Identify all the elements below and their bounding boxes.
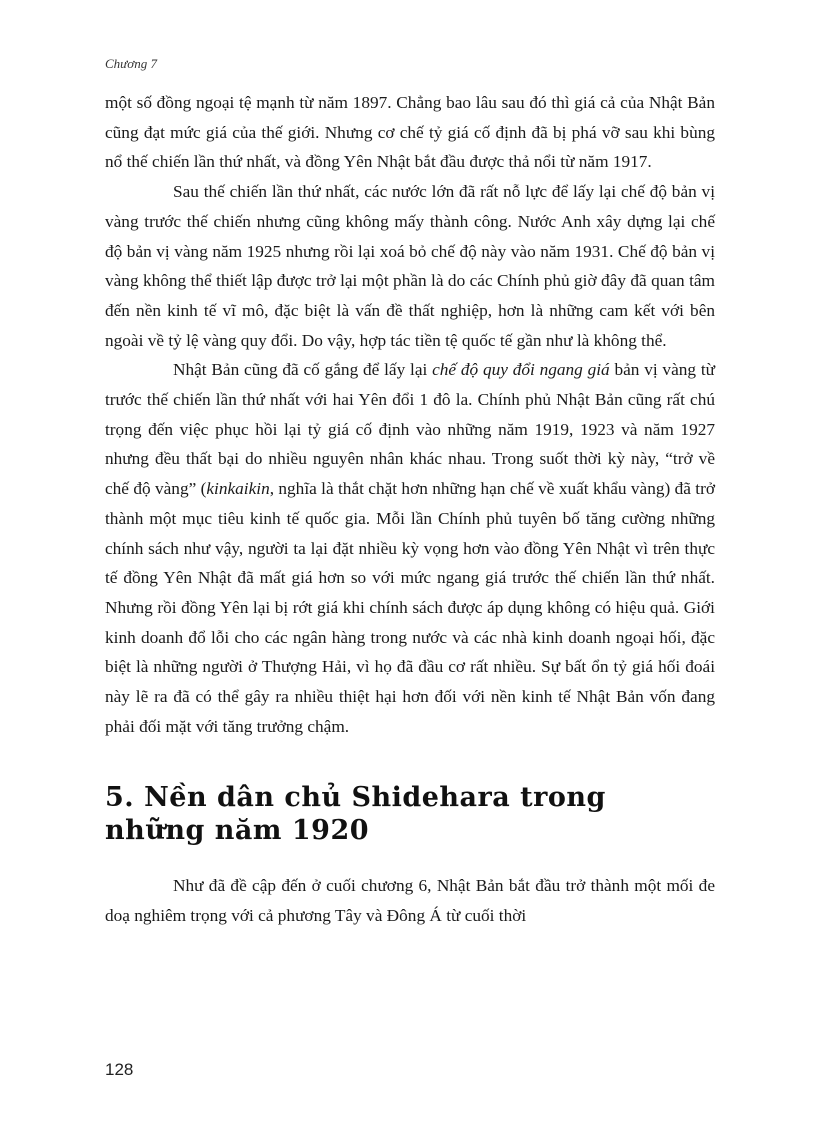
paragraph-3-text-c: , nghĩa là thắt chặt hơn những hạn chế về xuất khẩu vàng) đã trở thành một mục tiêu kinh tế quốc gia. Mỗi lần Chính phủ tuyên bố tăng cường những chính sách như vậy, người ta lại đặt nhiều kỳ vọng hơn vào đồng Yên Nhật vì trên thực tế đồng Yên Nhật đã mất giá hơn so với mức ngang giá trước thế chiến lần thứ nhất. Nhưng rồi đồng Yên lại bị rớt giá khi chính sách được áp dụng không có hiệu quả. Giới kinh doanh đổ lỗi cho các ngân hàng trong nước và các nhà kinh doanh ngoại hối, đặc biệt là những người ở Thượng Hải, vì họ đã đầu cơ rất nhiều. Sự bất ổn tỷ giá hối đoái này lẽ ra đã có thể gây ra nhiều thiệt hại hơn đối với nền kinh tế Nhật Bản vốn đang phải đối mặt với tăng trưởng chậm.: [105, 479, 715, 736]
paragraph-3-text-b: bản vị vàng từ trước thế chiến lần thứ nhất với hai Yên đổi 1 đô la. Chính phủ Nhật Bản cũng rất chú trọng đến việc phục hồi lại tỷ giá cố định vào những năm 1919, 1923 và năm 1927 nhưng đều thất bại do nhiều nguyên nhân khác nhau. Trong suốt thời kỳ này, “trở về chế độ vàng” (: [105, 360, 715, 499]
paragraph-1: một số đồng ngoại tệ mạnh từ năm 1897. Chẳng bao lâu sau đó thì giá cả của Nhật Bản cũng đạt mức giá của thế giới. Nhưng cơ chế tỷ giá cố định đã bị phá vỡ sau khi bùng nổ thế chiến lần thứ nhất, và đồng Yên Nhật bắt đầu được thả nổi từ năm 1917.: [105, 93, 715, 172]
paragraph-3: [105, 355, 715, 741]
emphasis-parity: chế độ quy đổi ngang giá: [432, 360, 610, 380]
running-head: Chương 7: [105, 56, 157, 71]
body-text: [105, 88, 715, 931]
emphasis-kinkaikin: kinkaikin: [206, 479, 270, 499]
section-heading: 5. Nền dân chủ Shidehara trong những năm 1920: [105, 782, 606, 847]
paragraph-4: Như đã đề cập đến ở cuối chương 6, Nhật Bản bắt đầu trở thành một mối đe doạ nghiêm trọng với cả phương Tây và Đông Á từ cuối thời: [105, 876, 715, 926]
paragraph-3-text-a: Nhật Bản cũng đã cố gắng để lấy lại: [173, 360, 433, 380]
page-number: 128: [105, 1060, 134, 1079]
paragraph-2: Sau thế chiến lần thứ nhất, các nước lớn đã rất nỗ lực để lấy lại chế độ bản vị vàng trước thế chiến nhưng cũng không mấy thành công. Nước Anh xây dựng lại chế độ bản vị vàng năm 1925 nhưng rồi lại xoá bỏ chế độ này vào năm 1931. Chế độ bản vị vàng không thể thiết lập được trở lại một phần là do các Chính phủ giờ đây đã quan tâm đến nền kinh tế vĩ mô, đặc biệt là vấn đề thất nghiệp, hơn là những cam kết với bên ngoài về tỷ lệ vàng quy đổi. Do vậy, hợp tác tiền tệ quốc tế gần như là không thể.: [105, 182, 715, 350]
